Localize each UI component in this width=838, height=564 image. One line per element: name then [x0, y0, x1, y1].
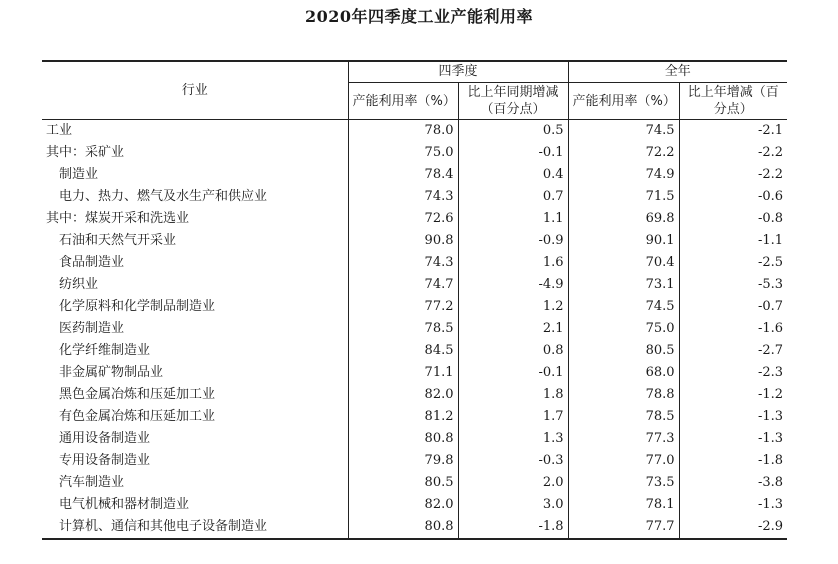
year-rate-cell: 70.4 [568, 252, 679, 274]
year-change-cell: -2.1 [679, 120, 787, 143]
q4-change-cell: -0.1 [458, 142, 568, 164]
year-rate-cell: 77.3 [568, 428, 679, 450]
year-rate-cell: 69.8 [568, 208, 679, 230]
year-change-cell: -0.8 [679, 208, 787, 230]
year-change-cell: -1.3 [679, 406, 787, 428]
year-rate-cell: 77.7 [568, 516, 679, 539]
q4-change-cell: 0.4 [458, 164, 568, 186]
industry-column-header: 行业 [42, 61, 348, 120]
table-row [42, 384, 787, 406]
industry-name-cell: 制造业 [59, 167, 99, 182]
q4-change-cell: 1.7 [458, 406, 568, 428]
q4-change-cell: 0.8 [458, 340, 568, 362]
q4-change-cell: -1.8 [458, 516, 568, 539]
year-change-column-header: 比上年增减（百分点） [679, 83, 787, 120]
q4-rate-cell: 82.0 [348, 494, 458, 516]
table-body [42, 120, 787, 540]
q4-change-cell: -0.9 [458, 230, 568, 252]
year-rate-cell: 72.2 [568, 142, 679, 164]
year-rate-cell: 71.5 [568, 186, 679, 208]
industry-name-cell: 医药制造业 [59, 321, 125, 336]
q4-rate-cell: 80.8 [348, 428, 458, 450]
year-change-cell: -2.3 [679, 362, 787, 384]
year-rate-cell: 78.1 [568, 494, 679, 516]
year-rate-cell: 74.5 [568, 120, 679, 143]
table-row [42, 252, 787, 274]
table-row [42, 230, 787, 252]
q4-change-cell: 2.1 [458, 318, 568, 340]
year-change-cell: -1.3 [679, 494, 787, 516]
q4-change-column-header: 比上年同期增减（百分点） [458, 83, 568, 120]
table-row [42, 142, 787, 164]
industry-name-cell: 纺织业 [59, 277, 99, 292]
table-row [42, 472, 787, 494]
industry-name-cell: 黑色金属冶炼和压延加工业 [59, 387, 216, 402]
q4-rate-cell: 82.0 [348, 384, 458, 406]
q4-change-cell: 2.0 [458, 472, 568, 494]
q4-rate-cell: 74.3 [348, 252, 458, 274]
table-row [42, 208, 787, 230]
q4-change-cell: 3.0 [458, 494, 568, 516]
q4-rate-column-header: 产能利用率（%） [348, 83, 458, 120]
q4-change-cell: -0.3 [458, 450, 568, 472]
q4-change-cell: -0.1 [458, 362, 568, 384]
year-change-cell: -1.1 [679, 230, 787, 252]
industry-name-cell: 有色金属冶炼和压延加工业 [59, 409, 216, 424]
table-row [42, 406, 787, 428]
q4-rate-cell: 75.0 [348, 142, 458, 164]
year-rate-cell: 74.9 [568, 164, 679, 186]
table-row [42, 296, 787, 318]
industry-name-cell: 电气机械和器材制造业 [59, 497, 190, 512]
industry-name-cell: 计算机、通信和其他电子设备制造业 [42, 516, 348, 539]
header-row-groups [42, 61, 787, 83]
capacity-utilization-table [42, 60, 787, 540]
q4-rate-cell: 80.5 [348, 472, 458, 494]
year-change-cell: -1.2 [679, 384, 787, 406]
industry-name-cell: 其中：煤炭开采和洗选业 [46, 211, 190, 226]
q4-rate-cell: 78.5 [348, 318, 458, 340]
year-change-cell: -1.8 [679, 450, 787, 472]
q4-change-cell: 1.8 [458, 384, 568, 406]
table-header [42, 61, 787, 120]
q4-change-cell: 1.2 [458, 296, 568, 318]
q4-rate-cell: 74.7 [348, 274, 458, 296]
q4-change-cell: 0.7 [458, 186, 568, 208]
year-change-cell: -0.7 [679, 296, 787, 318]
industry-name-cell: 专用设备制造业 [59, 453, 151, 468]
q4-rate-cell: 79.8 [348, 450, 458, 472]
year-change-cell: -1.6 [679, 318, 787, 340]
year-change-cell: -2.5 [679, 252, 787, 274]
year-rate-cell: 90.1 [568, 230, 679, 252]
industry-name-cell: 石油和天然气开采业 [59, 233, 177, 248]
table-row [42, 340, 787, 362]
q4-rate-cell: 78.0 [348, 120, 458, 143]
q4-rate-cell: 77.2 [348, 296, 458, 318]
industry-name-cell: 工业 [46, 123, 73, 138]
industry-name-cell: 非金属矿物制品业 [59, 365, 164, 380]
year-change-cell: -2.7 [679, 340, 787, 362]
q4-rate-cell: 84.5 [348, 340, 458, 362]
table-row [42, 494, 787, 516]
year-change-cell: -2.2 [679, 164, 787, 186]
year-rate-cell: 74.5 [568, 296, 679, 318]
year-rate-cell: 78.8 [568, 384, 679, 406]
q4-rate-cell: 90.8 [348, 230, 458, 252]
year-rate-cell: 80.5 [568, 340, 679, 362]
year-group-header: 全年 [568, 61, 787, 83]
q4-change-cell: 1.6 [458, 252, 568, 274]
industry-name-cell: 化学原料和化学制品制造业 [59, 299, 216, 314]
year-rate-column-header: 产能利用率（%） [568, 83, 679, 120]
q4-change-cell: 1.3 [458, 428, 568, 450]
industry-name-cell: 化学纤维制造业 [59, 343, 151, 358]
q4-rate-cell: 72.6 [348, 208, 458, 230]
year-rate-cell: 73.1 [568, 274, 679, 296]
industry-name-cell: 汽车制造业 [59, 475, 125, 490]
table-row [42, 318, 787, 340]
industry-name-cell: 其中：采矿业 [46, 145, 125, 160]
table-row [42, 186, 787, 208]
industry-name-cell: 通用设备制造业 [59, 431, 151, 446]
year-rate-cell: 78.5 [568, 406, 679, 428]
q4-change-cell: 0.5 [458, 120, 568, 143]
q4-rate-cell: 74.3 [348, 186, 458, 208]
table-row [42, 362, 787, 384]
year-rate-cell: 68.0 [568, 362, 679, 384]
q4-rate-cell: 80.8 [348, 516, 458, 539]
industry-name-cell: 电力、热力、燃气及水生产和供应业 [59, 189, 268, 204]
year-rate-cell: 75.0 [568, 318, 679, 340]
year-change-cell: -2.9 [679, 516, 787, 539]
table-row [42, 120, 787, 143]
q4-rate-cell: 71.1 [348, 362, 458, 384]
industry-name-cell: 食品制造业 [59, 255, 125, 270]
q4-rate-cell: 81.2 [348, 406, 458, 428]
year-change-cell: -2.2 [679, 142, 787, 164]
year-change-cell: -0.6 [679, 186, 787, 208]
table-row [42, 516, 787, 539]
table-row [42, 274, 787, 296]
table-row [42, 450, 787, 472]
table-row [42, 164, 787, 186]
year-rate-cell: 73.5 [568, 472, 679, 494]
year-rate-cell: 77.0 [568, 450, 679, 472]
q4-change-cell: -4.9 [458, 274, 568, 296]
year-change-cell: -1.3 [679, 428, 787, 450]
year-change-cell: -3.8 [679, 472, 787, 494]
q4-rate-cell: 78.4 [348, 164, 458, 186]
q4-change-cell: 1.1 [458, 208, 568, 230]
page-title: 2020年四季度工业产能利用率 [304, 7, 534, 26]
year-change-cell: -5.3 [679, 274, 787, 296]
table-row [42, 428, 787, 450]
q4-group-header: 四季度 [348, 61, 568, 83]
